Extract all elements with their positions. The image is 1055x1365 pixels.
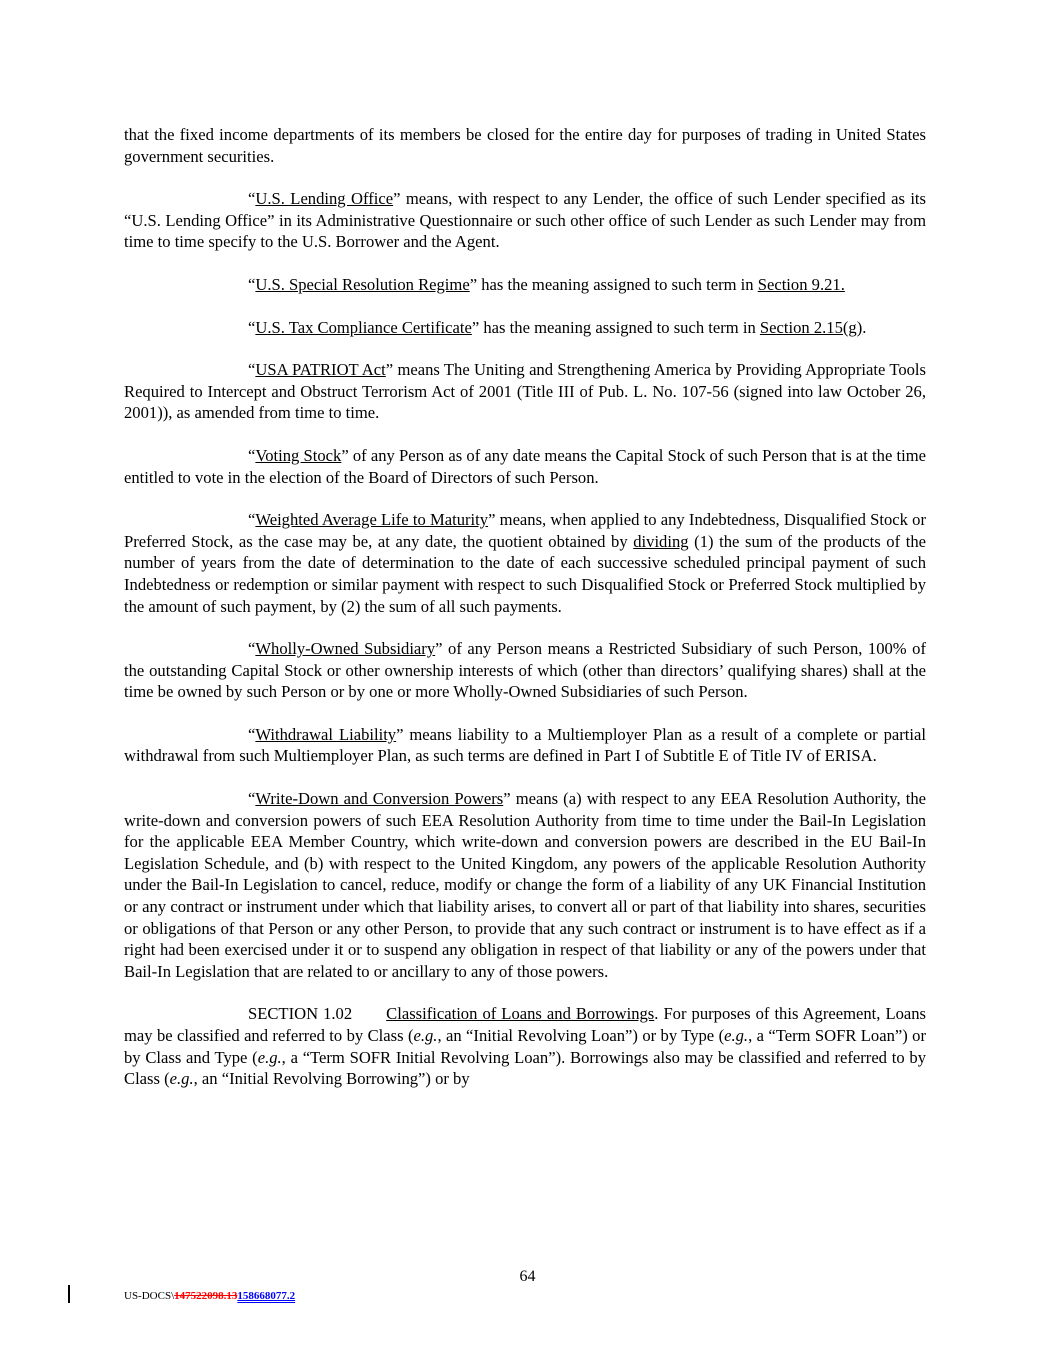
defined-term: Withdrawal Liability <box>255 724 397 744</box>
intro-paragraph: that the fixed income departments of its members be closed for the entire day for purposes of trading in United States government securities. <box>124 125 926 166</box>
inserted-doc-id: 158668077.2 <box>237 1290 296 1302</box>
defined-term: U.S. Special Resolution Regime <box>255 274 470 294</box>
definition-us-lending-office: “U.S. Lending Office” means, with respect to any Lender, the office of such Lender specified as its “U.S. Lending Office” in its Administrative Questionnaire or such other office of such Lender as such Lender may from time to time specify to the U.S. Borrower and the Agent. <box>124 189 926 252</box>
definition-write-down-conversion-powers: “Write-Down and Conversion Powers” means (a) with respect to any EEA Resolution Authority, the write-down and conversion powers of such EEA Resolution Authority from time to time under the Bail-In Legislation for the applicable EEA Member Country, which write-down and conversion powers are described in the EU Bail-In Legislation Schedule, and (b) with respect to the United Kingdom, any powers of the applicable Resolution Authority under the Bail-In Legislation to cancel, reduce, modify or change the form of a liability of any UK Financial Institution or any contract or instrument under which that liability arises, to convert all or part of that liability into shares, securities or obligations of that Person or any other Person, to provide that any such contract or instrument is to have effect as if a right had been exercised under it or to suspend any obligation in respect of that liability or any of the powers under that Bail-In Legislation that are related to or ancillary to any of those powers. <box>124 789 927 981</box>
definition-weighted-average-life: “Weighted Average Life to Maturity” means, when applied to any Indebtedness, Disqualified Stock or Preferred Stock, as the case may be, at any date, the quotient obtained by dividing (1) the sum of the products of the number of years from the date of determination to the date of each successive scheduled principal payment of such Indebtedness or redemption or similar payment with respect to such Disqualified Stock or Preferred Stock multiplied by the amount of such payment, by (2) the sum of all such payments. <box>124 510 926 616</box>
definition-us-tax-compliance-certificate: “U.S. Tax Compliance Certificate” has the meaning assigned to such term in Section 2.15(g). <box>248 317 867 337</box>
defined-term: USA PATRIOT Act <box>255 360 386 380</box>
defined-term: Voting Stock <box>255 445 342 465</box>
section-title: Classification of Loans and Borrowings <box>386 1004 655 1024</box>
section-1-02: SECTION 1.02 Classification of Loans and Borrowings. For purposes of this Agreement, Loans may be classified and referred to by Class (e.g., an “Initial Revolving Loan”) or by Type (e.g., a “Term SOFR Loan”) or by Class and Type (e.g., a “Term SOFR Initial Revolving Loan”). Borrowings also may be classified and referred to by Class (e.g., an “Initial Revolving Borrowing”) or by <box>124 1004 927 1089</box>
defined-term: Wholly-Owned Subsidiary <box>255 639 436 659</box>
definition-withdrawal-liability: “Withdrawal Liability” means liability to a Multiemployer Plan as a result of a complete or partial withdrawal from such Multiemployer Plan, as such terms are defined in Part I of Subtitle E of Title IV of ERISA. <box>124 724 926 766</box>
deleted-doc-id: 147522098.13 <box>174 1290 238 1302</box>
section-reference: Section 2.15(g) <box>759 317 863 337</box>
defined-term: U.S. Lending Office <box>255 189 394 209</box>
defined-term: Weighted Average Life to Maturity <box>255 510 489 530</box>
section-reference: Section 9.21. <box>757 274 845 294</box>
definition-us-special-resolution-regime: “U.S. Special Resolution Regime” has the meaning assigned to such term in Section 9.21. <box>248 274 845 294</box>
emphasis-dividing: dividing <box>633 531 689 551</box>
section-number: SECTION 1.02 <box>248 1004 353 1024</box>
defined-term: Write-Down and Conversion Powers <box>255 789 504 809</box>
page-number: 64 <box>519 1268 536 1285</box>
document-body <box>124 124 926 1111</box>
document-footer: US-DOCS\147522098.13158668077.2 <box>124 1290 296 1302</box>
change-bar <box>68 1285 70 1303</box>
definition-wholly-owned-subsidiary: “Wholly-Owned Subsidiary” of any Person means a Restricted Subsidiary of such Person, 100% of the outstanding Capital Stock or other ownership interests of which (other than directors’ qualifying shares) shall at the time be owned by such Person or by one or more Wholly-Owned Subsidiaries of such Person. <box>124 639 926 702</box>
defined-term: U.S. Tax Compliance Certificate <box>255 317 472 337</box>
definition-usa-patriot-act: “USA PATRIOT Act” means The Uniting and Strengthening America by Providing Appropriate Tools Required to Intercept and Obstruct Terrorism Act of 2001 (Title III of Pub. L. No. 107-56 (signed into law October 26, 2001)), as amended from time to time. <box>124 360 926 423</box>
definition-voting-stock: “Voting Stock” of any Person as of any date means the Capital Stock of such Person that is at the time entitled to vote in the election of the Board of Directors of such Person. <box>124 445 926 487</box>
